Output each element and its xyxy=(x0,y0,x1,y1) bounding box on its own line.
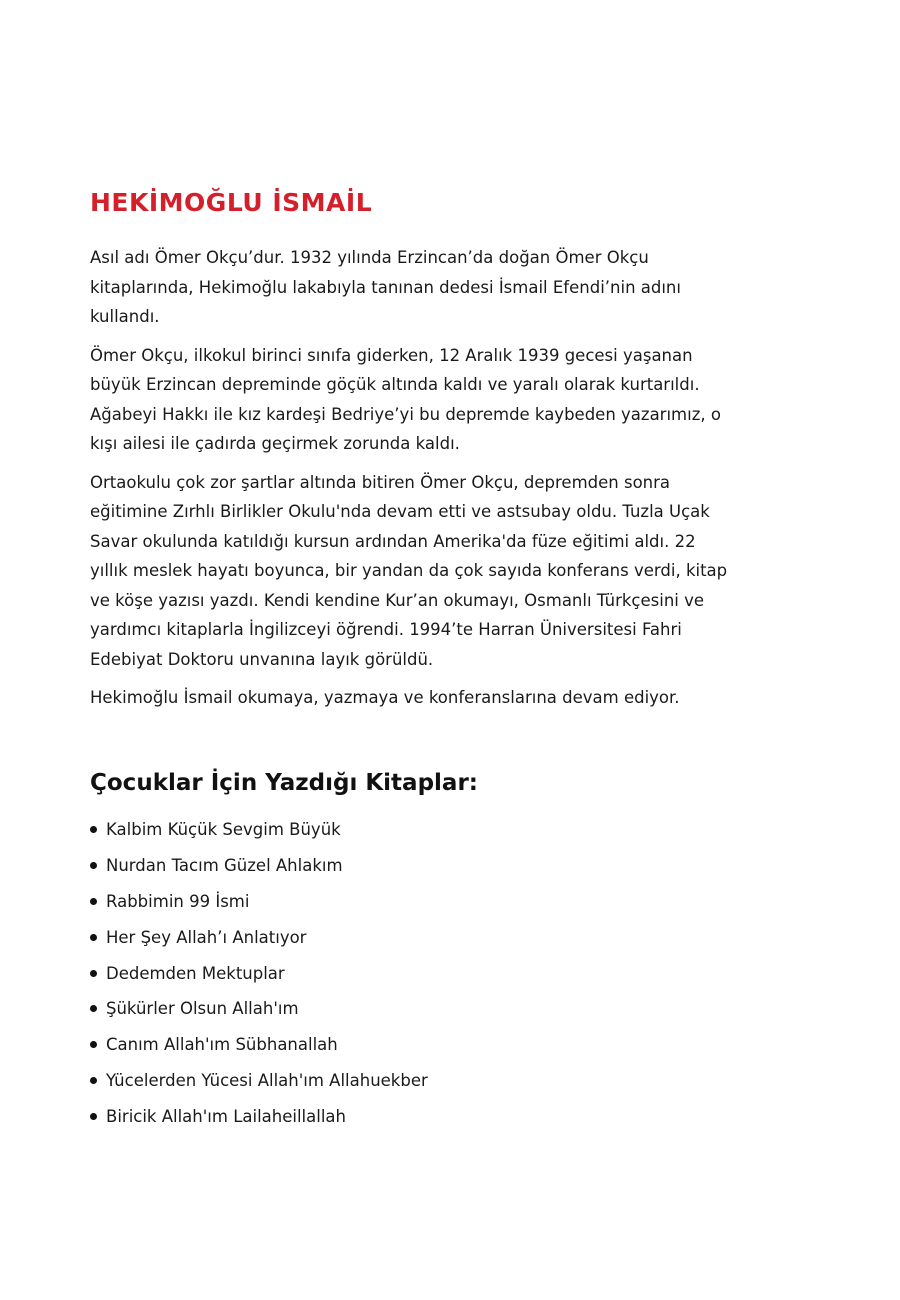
bullet-icon xyxy=(90,934,97,941)
bullet-icon xyxy=(90,1113,97,1120)
bullet-icon xyxy=(90,826,97,833)
page-title: HEKİMOĞLU İSMAİL xyxy=(90,188,373,217)
bullet-icon xyxy=(90,1041,97,1048)
book-title: Rabbimin 99 İsmi xyxy=(106,891,250,911)
paragraph-education: Ortaokulu çok zor şartlar altında bitiren Ömer Okçu, depremden sonra eğitimine Zırhlı Birlikler Okulu'nda devam etti ve astsubay oldu. Tuzla Uçak Savar okulunda katıldığı kursun ardından Amerika'da füze eğitimi aldı. 22 yıllık meslek hayatı boyunca, bir yandan da çok sayıda konferans verdi, kitap ve köşe yazısı yazdı. Kendi kendine Kur’an okumayı, Osmanlı Türkçesini ve yardımcı kitaplarla İngilizceyi öğrendi. 1994’te Harran Üniversitesi Fahri Edebiyat Doktoru unvanına layık görüldü. xyxy=(90,472,728,669)
biography-text xyxy=(90,243,735,722)
list-item xyxy=(90,1063,428,1099)
book-title: Her Şey Allah’ı Anlatıyor xyxy=(106,927,307,947)
book-title: Biricik Allah'ım Lailaheillallah xyxy=(106,1106,346,1126)
bullet-icon xyxy=(90,1005,97,1012)
book-title: Nurdan Tacım Güzel Ahlakım xyxy=(106,856,343,876)
bullet-icon xyxy=(90,970,97,977)
paragraph-intro: Asıl adı Ömer Okçu’dur. 1932 yılında Erzincan’da doğan Ömer Okçu kitaplarında, Hekimoğlu lakabıyla tanınan dedesi İsmail Efendi’nin adını kullandı. xyxy=(90,248,681,326)
paragraph-closing: Hekimoğlu İsmail okumaya, yazmaya ve konferanslarına devam ediyor. xyxy=(90,688,680,707)
book-list xyxy=(90,812,428,1134)
books-heading: Çocuklar İçin Yazdığı Kitaplar: xyxy=(90,770,478,796)
list-item xyxy=(90,991,428,1027)
list-item xyxy=(90,1098,428,1134)
book-title: Canım Allah'ım Sübhanallah xyxy=(106,1035,338,1055)
list-item xyxy=(90,884,428,920)
bullet-icon xyxy=(90,1077,97,1084)
paragraph-earthquake: Ömer Okçu, ilkokul birinci sınıfa giderken, 12 Aralık 1939 gecesi yaşanan büyük Erzincan depreminde göçük altında kaldı ve yaralı olarak kurtarıldı. Ağabeyi Hakkı ile kız kardeşi Bedriye’yi bu depremde kaybeden yazarımız, o kışı ailesi ile çadırda geçirmek zorunda kaldı. xyxy=(90,345,721,453)
book-title: Şükürler Olsun Allah'ım xyxy=(106,999,299,1019)
list-item xyxy=(90,919,428,955)
list-item xyxy=(90,812,428,848)
book-title: Dedemden Mektuplar xyxy=(106,963,285,983)
book-title: Kalbim Küçük Sevgim Büyük xyxy=(106,820,341,840)
bullet-icon xyxy=(90,862,97,869)
list-item xyxy=(90,1027,428,1063)
list-item xyxy=(90,955,428,991)
list-item xyxy=(90,848,428,884)
book-title: Yücelerden Yücesi Allah'ım Allahuekber xyxy=(106,1070,428,1090)
bullet-icon xyxy=(90,898,97,905)
